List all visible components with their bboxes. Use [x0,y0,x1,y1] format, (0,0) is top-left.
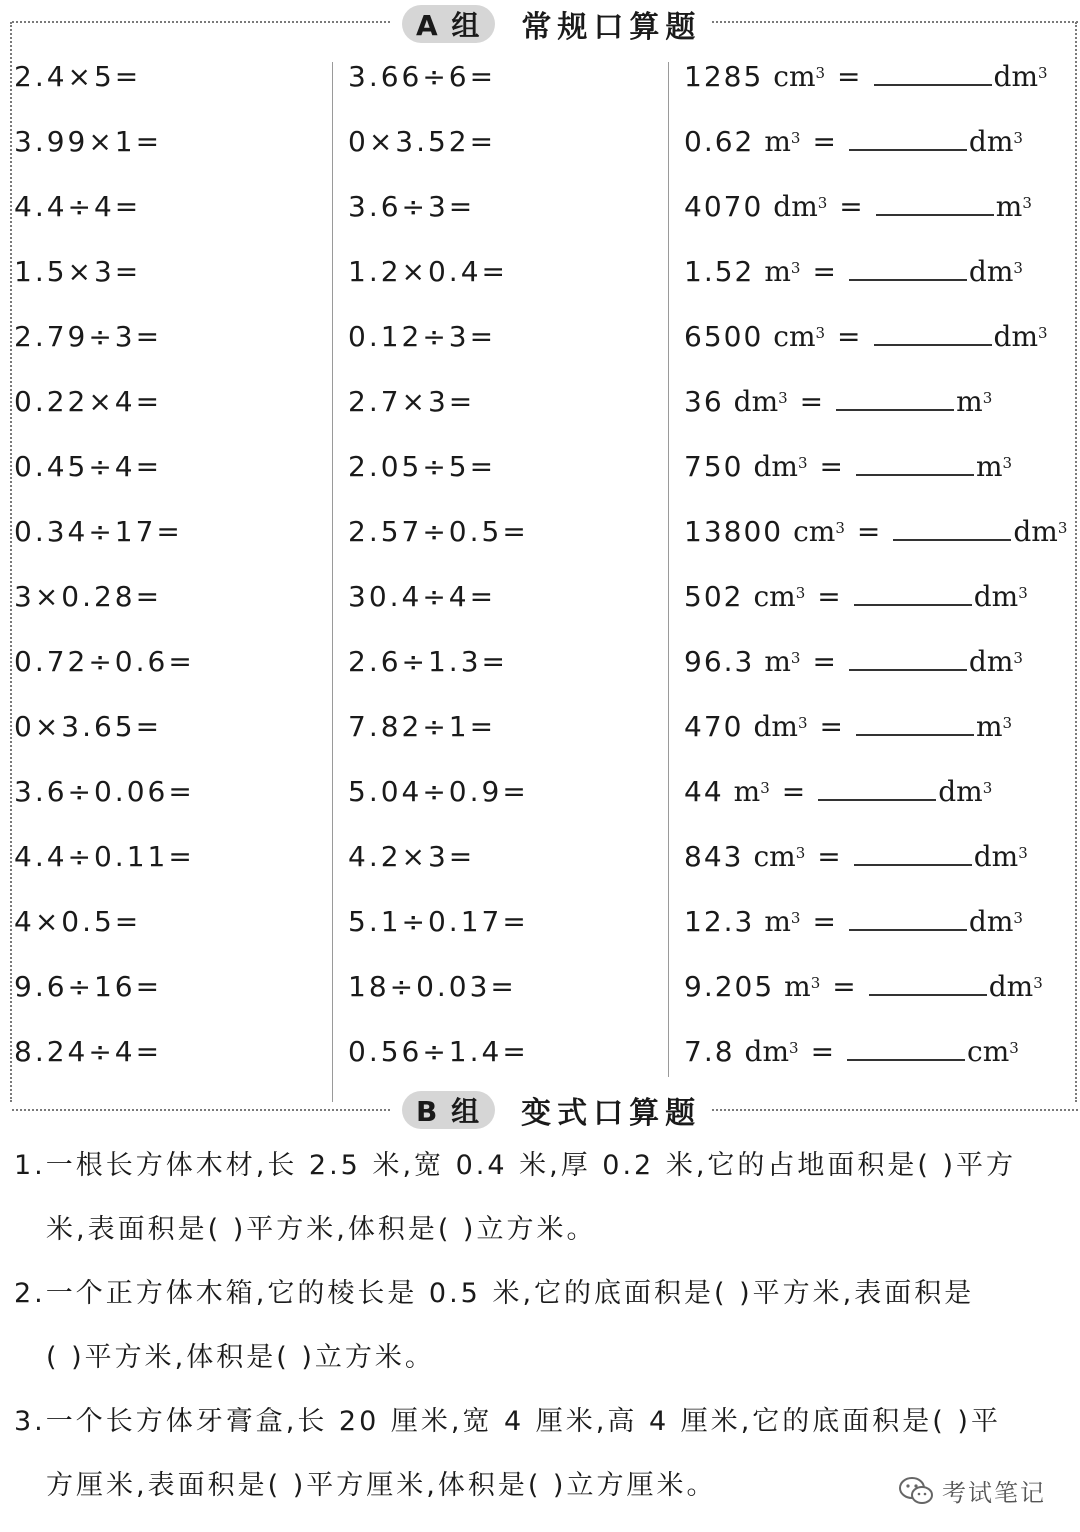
left-border [10,22,12,1102]
conversion-value: 843 [684,840,744,873]
unit-conversion-column [684,52,1067,1092]
answer-blank[interactable] [876,184,994,216]
unit-conversion-problem [684,702,1067,767]
conversion-value: 502 [684,580,744,613]
equals-sign: = [817,580,844,613]
conversion-value: 1.52 [684,255,755,288]
answer-blank[interactable] [849,899,967,931]
arithmetic-problem: 2.7×3= [348,385,476,418]
unit-conversion-problem [684,377,1067,442]
target-unit: $dm^3$ [968,645,1023,678]
arithmetic-problem: 2.4×5= [14,60,142,93]
source-unit: $dm^3$ [744,1035,799,1068]
unit-conversion-problem [684,962,1067,1027]
answer-blank[interactable] [849,249,967,281]
source-unit: $cm^3$ [753,580,806,613]
conversion-value: 0.62 [684,125,755,158]
watermark [898,1473,1046,1508]
source-unit: $m^3$ [764,125,801,158]
arithmetic-problem: 18÷0.03= [348,970,517,1003]
arithmetic-problem: 3.66÷6= [348,60,497,93]
target-unit: $cm^3$ [967,1035,1019,1068]
wechat-icon [898,1476,934,1506]
watermark-text: 考试笔记 [942,1479,1046,1507]
arithmetic-problem: 3.99×1= [14,125,163,158]
arithmetic-problem: 9.6÷16= [14,970,163,1003]
source-unit: $m^3$ [764,645,801,678]
answer-blank[interactable] [854,574,972,606]
unit-conversion-problem [684,832,1067,897]
group-b-title: 变式口算题 [521,1096,702,1131]
unit-conversion-problem [684,442,1067,507]
target-unit: $dm^3$ [1013,515,1068,548]
arithmetic-problem: 2.79÷3= [14,320,163,353]
source-unit: $dm^3$ [753,450,808,483]
group-b-badge: B 组 [402,1091,495,1129]
equals-sign: = [812,905,839,938]
source-unit: $m^3$ [733,775,770,808]
conversion-value: 96.3 [684,645,755,678]
conversion-value: 44 [684,775,724,808]
arithmetic-problem: 0.56÷1.4= [348,1035,529,1068]
column-divider-2 [668,62,669,1077]
arithmetic-problem: 4.4÷4= [14,190,142,223]
answer-blank[interactable] [856,444,974,476]
answer-blank[interactable] [856,704,974,736]
word-problem-1-line-2: 米,表面积是( )平方米,体积是( )立方米。 [46,1214,597,1245]
target-unit: $dm^3$ [993,60,1048,93]
target-unit: $m^3$ [956,385,993,418]
unit-conversion-problem [684,247,1067,312]
arithmetic-problem: 5.1÷0.17= [348,905,529,938]
arithmetic-problem: 7.82÷1= [348,710,497,743]
source-unit: $dm^3$ [733,385,788,418]
target-unit: $dm^3$ [968,125,1023,158]
target-unit: $m^3$ [975,710,1013,743]
target-unit: $dm^3$ [968,255,1023,288]
source-unit: $m^3$ [764,255,801,288]
word-problem-3-line-2: 方厘米,表面积是( )平方厘米,体积是( )立方厘米。 [46,1470,717,1501]
arithmetic-problem: 30.4÷4= [348,580,497,613]
equals-sign: = [812,645,839,678]
arithmetic-problem: 0.34÷17= [14,515,183,548]
group-a-title: 常规口算题 [521,10,702,45]
answer-blank[interactable] [849,119,967,151]
arithmetic-problem: 0.22×4= [14,385,163,418]
unit-conversion-problem [684,637,1067,702]
conversion-value: 1285 [684,60,764,93]
column-divider-1 [332,62,333,1102]
word-problem-2-line-2: ( )平方米,体积是( )立方米。 [46,1342,435,1373]
answer-blank[interactable] [854,834,972,866]
target-unit: $dm^3$ [938,775,993,808]
word-problem-1-line-1: 1.一根长方体木材,长 2.5 米,宽 0.4 米,厚 0.2 米,它的占地面积是( )平方 [14,1150,1017,1181]
conversion-value: 13800 [684,515,784,548]
right-border [1075,22,1077,1102]
target-unit: $m^3$ [995,190,1032,223]
source-unit: $cm^3$ [773,320,826,353]
conversion-value: 750 [684,450,744,483]
equals-sign: = [799,385,827,418]
equals-sign: = [810,1035,838,1068]
equals-sign: = [837,60,864,93]
unit-conversion-problem [684,52,1067,117]
conversion-value: 4070 [684,190,764,223]
arithmetic-problem: 0×3.65= [14,710,163,743]
unit-conversion-problem [684,572,1067,637]
unit-conversion-problem [684,1027,1067,1092]
source-unit: $cm^3$ [753,840,806,873]
answer-blank[interactable] [874,54,992,86]
group-a-header [392,2,711,46]
unit-conversion-problem [684,897,1067,962]
source-unit: $cm^3$ [793,515,845,548]
source-unit: $m^3$ [764,905,801,938]
target-unit: $dm^3$ [993,320,1048,353]
equals-sign: = [812,255,839,288]
arithmetic-problem: 5.04÷0.9= [348,775,529,808]
word-problem-2-line-1: 2.一个正方体木箱,它的棱长是 0.5 米,它的底面积是( )平方米,表面积是 [14,1278,975,1309]
arithmetic-problem: 0.45÷4= [14,450,163,483]
target-unit: $dm^3$ [988,970,1043,1003]
arithmetic-problem: 4.4÷0.11= [14,840,195,873]
unit-conversion-problem [684,507,1067,572]
conversion-value: 470 [684,710,744,743]
arithmetic-problem: 2.05÷5= [348,450,497,483]
source-unit: $dm^3$ [753,710,808,743]
arithmetic-problem: 8.24÷4= [14,1035,163,1068]
arithmetic-problem: 1.2×0.4= [348,255,508,288]
arithmetic-problem: 2.6÷1.3= [348,645,508,678]
problem-column-2 [348,52,529,1092]
arithmetic-problem: 4.2×3= [348,840,476,873]
equals-sign: = [832,970,859,1003]
arithmetic-problem: 3.6÷3= [348,190,476,223]
arithmetic-problem: 3×0.28= [14,580,163,613]
answer-blank[interactable] [849,639,967,671]
unit-conversion-problem [684,767,1067,832]
equals-sign: = [837,320,864,353]
group-b-header [392,1088,711,1132]
word-problems [14,1134,1074,1518]
conversion-value: 6500 [684,320,764,353]
equals-sign: = [817,840,844,873]
answer-blank[interactable] [847,1029,965,1061]
target-unit: $dm^3$ [973,580,1028,613]
source-unit: $cm^3$ [773,60,826,93]
arithmetic-problem: 2.57÷0.5= [348,515,529,548]
unit-conversion-problem [684,182,1067,247]
target-unit: $m^3$ [975,450,1013,483]
equals-sign: = [839,190,866,223]
equals-sign: = [819,710,846,743]
problem-column-1 [14,52,195,1092]
arithmetic-problem: 4×0.5= [14,905,142,938]
equals-sign: = [812,125,839,158]
source-unit: $m^3$ [784,970,821,1003]
conversion-value: 12.3 [684,905,755,938]
conversion-value: 7.8 [684,1035,735,1068]
answer-blank[interactable] [818,769,936,801]
equals-sign: = [856,515,884,548]
answer-blank[interactable] [874,314,992,346]
equals-sign: = [819,450,846,483]
unit-conversion-problem [684,312,1067,377]
conversion-value: 36 [684,385,724,418]
target-unit: $dm^3$ [968,905,1023,938]
answer-blank[interactable] [893,509,1011,541]
arithmetic-problem: 3.6÷0.06= [14,775,195,808]
target-unit: $dm^3$ [973,840,1028,873]
arithmetic-problem: 0.12÷3= [348,320,497,353]
arithmetic-problem: 0×3.52= [348,125,497,158]
group-a-badge: A 组 [402,5,495,43]
arithmetic-problem: 0.72÷0.6= [14,645,195,678]
answer-blank[interactable] [836,379,954,411]
arithmetic-problem: 1.5×3= [14,255,142,288]
source-unit: $dm^3$ [773,190,828,223]
equals-sign: = [781,775,809,808]
unit-conversion-problem [684,117,1067,182]
answer-blank[interactable] [869,964,987,996]
word-problem-3-line-1: 3.一个长方体牙膏盒,长 20 厘米,宽 4 厘米,高 4 厘米,它的底面积是( )平 [14,1406,1001,1437]
conversion-value: 9.205 [684,970,775,1003]
